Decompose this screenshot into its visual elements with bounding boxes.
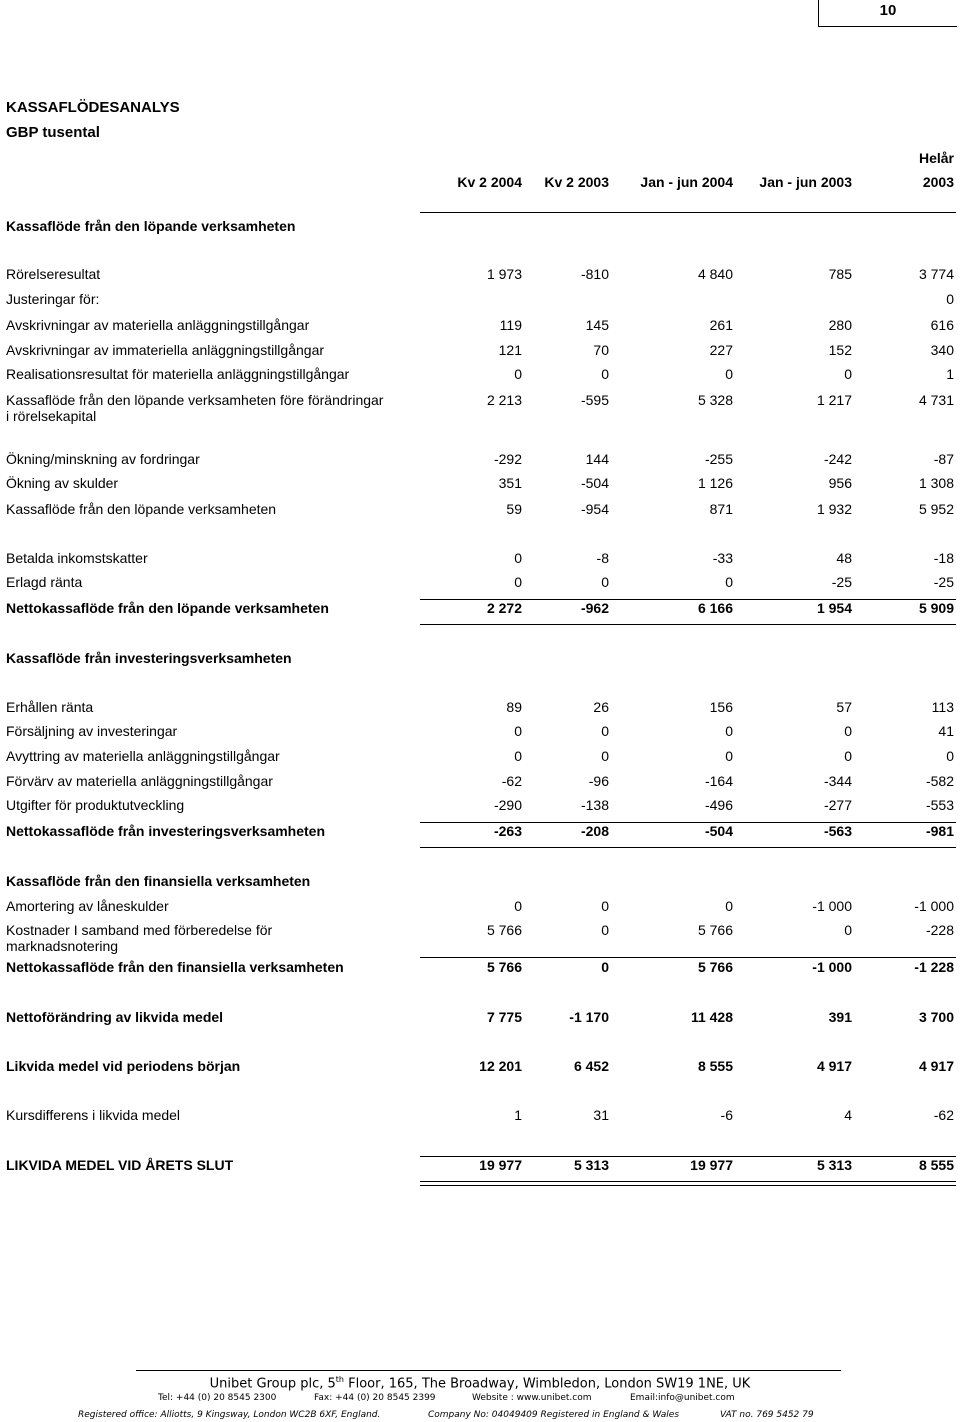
row-value-col-3: 4 [844,1107,852,1123]
row-value-col-0: 0 [514,748,522,764]
row-value-col-1: -504 [580,475,609,491]
row-label: Nettokassaflöde från investeringsverksamheten [6,823,326,839]
currency-unit: GBP tusental [6,124,100,141]
row-value-col-4: 0 [946,748,954,764]
row-value-col-1: -962 [580,600,609,616]
row-value-col-1: 5 313 [573,1157,609,1173]
row-value-col-1: 0 [601,574,609,590]
row-value-col-3: 956 [828,475,852,491]
row-value-col-3: 4 917 [816,1058,852,1074]
row-label: Ökning/minskning av fordringar [6,451,200,467]
row-value-col-3: 1 217 [816,392,852,408]
header-helar: Helår [918,150,954,166]
row-value-col-0: 2 213 [486,392,522,408]
row-label: LIKVIDA MEDEL VID ÅRETS SLUT [6,1157,234,1173]
footer-address: Unibet Group plc, 5th Floor, 165, The Broadway, Wimbledon, London SW19 1NE, UK [209,1375,751,1392]
row-value-col-1: -8 [596,550,609,566]
row-value-col-2: 4 840 [697,266,733,282]
row-value-col-3: 1 932 [816,501,852,517]
row-value-col-4: 5 952 [918,501,954,517]
row-value-col-1: 0 [601,898,609,914]
row-value-col-0: 1 973 [486,266,522,282]
row-value-col-3: -563 [823,823,852,839]
row-value-col-3: 1 954 [816,600,852,616]
row-value-col-2: 6 166 [697,600,733,616]
row-value-col-2: 871 [709,501,733,517]
double-rule-closing [420,1181,956,1186]
row-value-col-3: -277 [823,797,852,813]
row-value-col-2: 5 328 [697,392,733,408]
row-value-col-4: 8 555 [918,1157,954,1173]
footer-rule [136,1370,841,1371]
row-value-col-3: 152 [828,342,852,358]
row-label: Realisationsresultat för materiella anläggningstillgångar [6,366,350,382]
rule-operating-total-bottom [420,624,956,625]
row-value-col-1: -1 170 [569,1009,609,1025]
row-label: Ökning av skulder [6,475,119,491]
rule-investing-total [420,822,956,823]
page-number-box [818,0,957,27]
col-header-3: Jan - jun 2003 [759,174,852,190]
row-value-col-0: -292 [493,451,522,467]
row-value-col-4: -553 [925,797,954,813]
row-value-col-3: 280 [828,317,852,333]
page-number: 10 [879,2,897,19]
row-value-col-4: -582 [925,773,954,789]
row-label: Kassaflöde från den löpande verksamheten före förändringar i rörelsekapital [6,392,384,424]
row-label: Avskrivningar av materiella anläggningstillgångar [6,317,310,333]
row-value-col-4: -18 [933,550,954,566]
row-value-col-0: 0 [514,723,522,739]
section-financing: Kassaflöde från den finansiella verksamheten [6,873,311,889]
row-label: Nettokassaflöde från den finansiella verksamheten [6,959,344,975]
row-value-col-0: -62 [501,773,522,789]
row-value-col-4: 113 [931,699,954,715]
col-header-0: Kv 2 2004 [457,174,522,190]
row-value-col-1: 6 452 [573,1058,609,1074]
row-value-col-4: -62 [933,1107,954,1123]
row-value-col-2: 0 [725,366,733,382]
row-value-col-2: 227 [709,342,733,358]
row-value-col-1: 0 [601,748,609,764]
row-value-col-4: 1 [946,366,954,382]
row-label: Amortering av låneskulder [6,898,169,914]
row-value-col-3: 57 [836,699,852,715]
row-label: Kassaflöde från den löpande verksamheten [6,501,277,517]
row-value-col-4: 3 700 [918,1009,954,1025]
row-value-col-3: 48 [836,550,852,566]
row-value-col-2: 156 [709,699,733,715]
row-value-col-0: -263 [493,823,522,839]
row-value-col-2: 11 428 [690,1009,733,1025]
row-value-col-1: 145 [585,317,609,333]
row-value-col-4: -981 [925,823,954,839]
footer-tel: Tel: +44 (0) 20 8545 2300 [158,1393,277,1403]
col-header-2: Jan - jun 2004 [640,174,733,190]
row-value-col-0: 89 [506,699,522,715]
footer-registered: Registered office: Alliotts, 9 Kingsway, London WC2B 6XF, England. [78,1410,381,1420]
row-value-col-3: 0 [844,366,852,382]
row-label: Avskrivningar av immateriella anläggningstillgångar [6,342,325,358]
footer-fax: Fax: +44 (0) 20 8545 2399 [314,1393,436,1403]
row-value-col-4: -87 [933,451,954,467]
header-rule [420,212,956,213]
row-value-col-3: 0 [844,748,852,764]
row-value-col-3: -1 000 [812,959,852,975]
footer-website: Website : www.unibet.com [472,1393,592,1403]
row-label: Rörelseresultat [6,266,101,282]
row-value-col-4: -228 [925,922,954,938]
row-value-col-3: 5 313 [816,1157,852,1173]
row-value-col-1: -595 [580,392,609,408]
row-value-col-3: -1 000 [812,898,852,914]
row-value-col-1: 0 [601,959,609,975]
row-value-col-0: 119 [499,317,522,333]
row-value-col-0: 121 [498,342,522,358]
row-value-col-0: 351 [498,475,522,491]
rule-operating-total [420,599,956,600]
row-value-col-4: -1 000 [914,898,954,914]
row-value-col-2: -6 [720,1107,733,1123]
row-value-col-1: 31 [593,1107,609,1123]
row-value-col-0: 59 [506,501,522,517]
row-value-col-4: 4 731 [918,392,954,408]
row-value-col-2: 19 977 [690,1157,733,1173]
row-value-col-0: 0 [514,574,522,590]
section-investing: Kassaflöde från investeringsverksamheten [6,650,292,666]
row-label: Betalda inkomstskatter [6,550,148,566]
section-operating: Kassaflöde från den löpande verksamheten [6,218,296,234]
row-value-col-2: -496 [704,797,733,813]
row-value-col-3: -344 [823,773,852,789]
row-value-col-1: 0 [601,366,609,382]
row-value-col-2: 261 [709,317,733,333]
row-value-col-2: 1 126 [697,475,733,491]
col-header-1: Kv 2 2003 [544,174,609,190]
row-value-col-2: 8 555 [697,1058,733,1074]
row-value-col-1: 0 [601,723,609,739]
row-value-col-0: 5 766 [486,959,522,975]
row-label: Justeringar för: [6,291,100,307]
row-value-col-3: 0 [844,723,852,739]
row-value-col-1: 70 [593,342,609,358]
footer-company: Company No: 04049409 Registered in England & Wales [428,1410,680,1420]
col-header-4: 2003 [922,174,954,190]
row-value-col-2: 0 [725,748,733,764]
row-value-col-0: 5 766 [486,922,522,938]
row-value-col-3: 785 [828,266,852,282]
row-value-col-1: -138 [580,797,609,813]
row-value-col-0: 0 [514,550,522,566]
row-value-col-4: 3 774 [918,266,954,282]
row-value-col-2: 0 [725,898,733,914]
row-value-col-1: -208 [580,823,609,839]
row-value-col-4: 1 308 [918,475,954,491]
row-value-col-3: 0 [844,922,852,938]
row-label: Nettokassaflöde från den löpande verksamheten [6,600,329,616]
row-value-col-1: 26 [593,699,609,715]
row-value-col-1: -96 [588,773,609,789]
row-value-col-1: 0 [601,922,609,938]
row-value-col-4: 0 [946,291,954,307]
row-value-col-0: 12 201 [479,1058,522,1074]
row-value-col-0: 7 775 [486,1009,522,1025]
row-value-col-4: 616 [930,317,954,333]
row-value-col-1: -810 [580,266,609,282]
row-value-col-2: 0 [725,574,733,590]
row-value-col-0: 0 [514,366,522,382]
row-value-col-1: 144 [585,451,609,467]
row-label: Förvärv av materiella anläggningstillgångar [6,773,273,789]
report-title: KASSAFLÖDESANALYS [6,99,180,116]
row-label: Likvida medel vid periodens början [6,1058,241,1074]
row-value-col-0: 0 [514,898,522,914]
row-label: Utgifter för produktutveckling [6,797,185,813]
row-label: Försäljning av investeringar [6,723,178,739]
row-value-col-0: 2 272 [486,600,522,616]
row-value-col-4: -1 228 [914,959,954,975]
footer-email: Email:info@unibet.com [630,1393,735,1403]
row-label: Nettoförändring av likvida medel [6,1009,224,1025]
row-value-col-4: -25 [933,574,954,590]
row-value-col-4: 4 917 [918,1058,954,1074]
row-value-col-2: 0 [725,723,733,739]
row-value-col-3: -25 [831,574,852,590]
row-value-col-2: 5 766 [697,959,733,975]
row-value-col-3: -242 [823,451,852,467]
row-label: Erlagd ränta [6,574,83,590]
row-value-col-3: 391 [828,1009,852,1025]
row-value-col-2: -164 [704,773,733,789]
row-value-col-4: 340 [930,342,954,358]
row-value-col-1: -954 [580,501,609,517]
row-label: Avyttring av materiella anläggningstillgångar [6,748,280,764]
rule-investing-total-bottom [420,847,956,848]
row-label: Kursdifferens i likvida medel [6,1107,181,1123]
row-value-col-2: -255 [704,451,733,467]
row-value-col-2: -33 [712,550,733,566]
row-label: Kostnader I samband med förberedelse för marknadsnotering [6,922,273,954]
row-label: Erhållen ränta [6,699,94,715]
row-value-col-2: 5 766 [697,922,733,938]
rule-financing-total [420,957,956,958]
footer-vat: VAT no. 769 5452 79 [720,1410,814,1420]
row-value-col-0: 1 [514,1107,522,1123]
row-value-col-4: 5 909 [918,600,954,616]
row-value-col-0: -290 [493,797,522,813]
row-value-col-4: 41 [938,723,954,739]
row-value-col-2: -504 [704,823,733,839]
row-value-col-0: 19 977 [479,1157,522,1173]
rule-closing-total [420,1156,956,1157]
